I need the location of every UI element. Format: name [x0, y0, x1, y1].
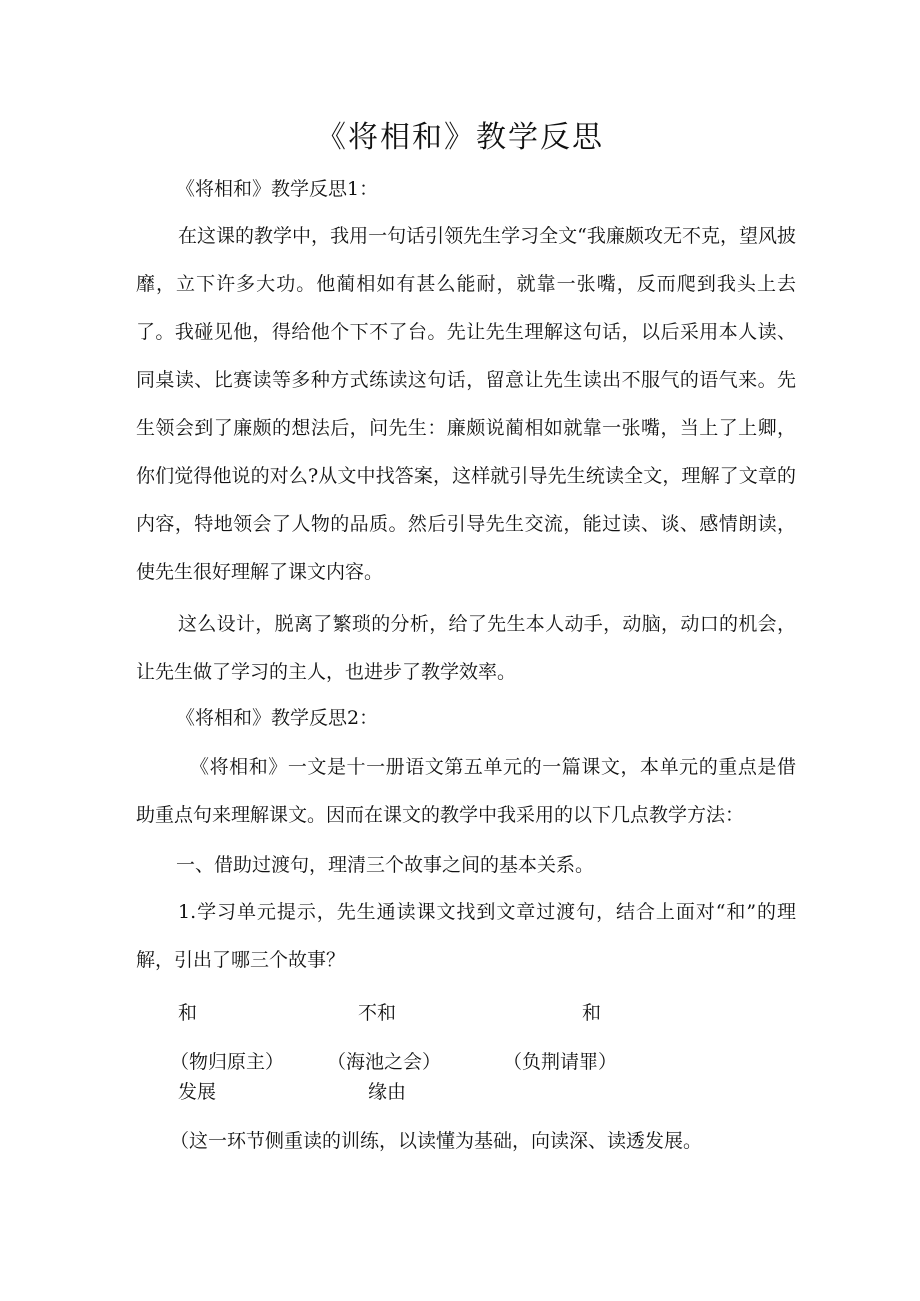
- section1-paragraph1: 在这课的教学中，我用一句话引领先生学习全文“我廉颇攻无不克，望风披靡，立下许多大功。他蔺相如有甚么能耐，就靠一张嘴，反而爬到我头上去了。我碰见他，得给他个下不了台。先让先生理解这句话，以后采用本人读、同桌读、比赛读等多种方式练读这句话，留意让先生读出不服气的语气来。先生领会到了廉颇的想法后，问先生：廉颇说蔺相如就靠一张嘴，当上了上卿，你们觉得他说的对么?从文中找答案，这样就引导先生统读全文，理解了文章的内容，特地领会了人物的品质。然后引导先生交流，能过读、谈、感情朗读，使先生很好理解了课文内容。: [136, 225, 796, 583]
- section2-paragraph1: 《将相和》一文是十一册语文第五单元的一篇课文，本单元的重点是借助重点句来理解课文。因而在课文的教学中我采用的以下几点教学方法：: [136, 756, 796, 826]
- diagram-he-right: 和: [582, 1002, 602, 1024]
- section2-heading: 《将相和》教学反思2：: [176, 707, 379, 729]
- diagram-yuanyou: 缘由: [368, 1081, 407, 1103]
- diagram-story3: （负荆请罪）: [503, 1051, 618, 1073]
- diagram-fazhan: 发展: [178, 1081, 217, 1103]
- diagram-buhe: 不和: [358, 1002, 397, 1024]
- step1-paragraph: 1.学习单元提示，先生通读课文找到文章过渡句，结合上面对“和”的理解，引出了哪三个故事？: [136, 901, 796, 971]
- method1-heading: 一、借助过渡句，理清三个故事之间的基本关系。: [176, 854, 595, 876]
- document-title: 《将相和》教学反思: [316, 120, 604, 155]
- section1-heading: 《将相和》教学反思1：: [176, 178, 379, 200]
- section1-paragraph2: 这么设计，脱离了繁琐的分析，给了先生本人动手，动脑，动口的机会，让先生做了学习的主人，也进步了教学效率。: [136, 613, 796, 683]
- diagram-story2: （海池之会）: [327, 1051, 442, 1073]
- diagram-he-left: 和: [178, 1002, 198, 1024]
- diagram-story1: （物归原主）: [170, 1051, 285, 1073]
- training-note: （这一环节侧重读的训练，以读懂为基础，向读深、读透发展。: [170, 1130, 703, 1152]
